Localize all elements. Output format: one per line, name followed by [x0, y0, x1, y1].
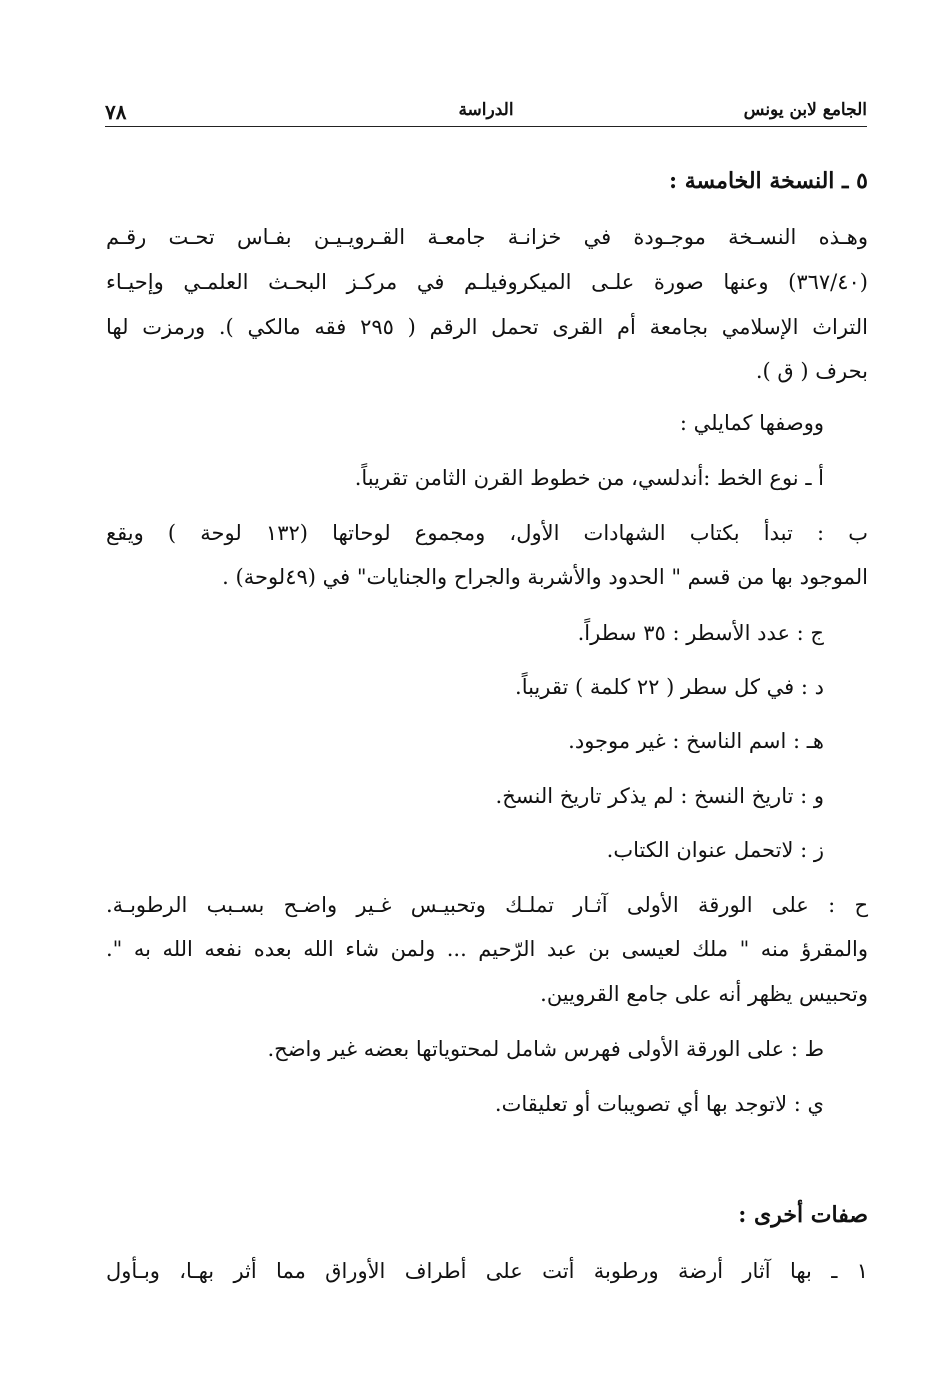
- list-item: ي : لاتوجد بها أي تصويبات أو تعليقات.: [494, 1092, 824, 1116]
- section-heading: ٥ ـ النسخة الخامسة :: [668, 168, 868, 194]
- other-heading: صفات أخرى :: [738, 1202, 868, 1228]
- description-heading: ووصفها كمايلي :: [679, 411, 824, 435]
- list-item: وتحبيس يظهر أنه على جامع القرويين.: [540, 982, 868, 1006]
- page-header: [105, 96, 867, 127]
- paragraph-line: التراث الإسلامي بجامعة أم القرى تحمل الرقم ( ٢٩٥ فقه مالكي ). ورمزت لها: [106, 315, 868, 339]
- section-title: الدراسة: [458, 100, 514, 120]
- book-title: الجامع لابن يونس: [743, 100, 867, 120]
- paragraph-line: ١ ـ بها آثار أرضة ورطوبة أتت على أطراف الأوراق مما أثر بهـا، وبـأول: [106, 1259, 868, 1283]
- list-item: د : في كل سطر ( ٢٢ كلمة ) تقريباً.: [515, 675, 824, 699]
- page-number: ٧٨: [105, 100, 127, 124]
- list-item: و : تاريخ النسخ : لم يذكر تاريخ النسخ.: [495, 784, 824, 808]
- list-item: هـ : اسم الناسخ : غير موجود.: [568, 729, 824, 753]
- paragraph-line: وهـذه النسـخة موجـودة في خزانـة جامعـة القـرويـيـن بفـاس تحـت رقـم: [106, 225, 868, 249]
- list-item: ح : على الورقة الأولى آثـار تملـك وتحبيـس غـير واضـح بسـبب الرطوبـة.: [106, 893, 868, 917]
- list-item: والمقرؤ منه " ملك لعيسى بن عبد الرّحيم ... ولمن شاء الله بعده نفعه الله به ".: [106, 937, 868, 961]
- list-item: ب : تبدأ بكتاب الشهادات الأول، ومجموع لوحاتها (١٣٢ لوحة ) ويقع: [106, 521, 868, 545]
- paragraph-line: (٣٦٧/٤٠) وعنها صورة علـى الميكروفيلـم في مركـز البحـث العلمـي وإحيـاء: [106, 270, 868, 294]
- list-item: أ ـ نوع الخط :أندلسي، من خطوط القرن الثامن تقريباً.: [354, 466, 824, 490]
- paragraph-line: بحرف ( ق ).: [755, 359, 868, 383]
- list-item: الموجود بها من قسم " الحدود والأشربة والجراح والجنايات" في (٤٩لوحة) .: [222, 565, 868, 589]
- list-item: ز : لاتحمل عنوان الكتاب.: [606, 838, 824, 862]
- list-item: ج : عدد الأسطر : ٣٥ سطراً.: [577, 621, 824, 645]
- list-item: ط : على الورقة الأولى فهرس شامل لمحتوياتها بعضه غير واضح.: [267, 1037, 824, 1061]
